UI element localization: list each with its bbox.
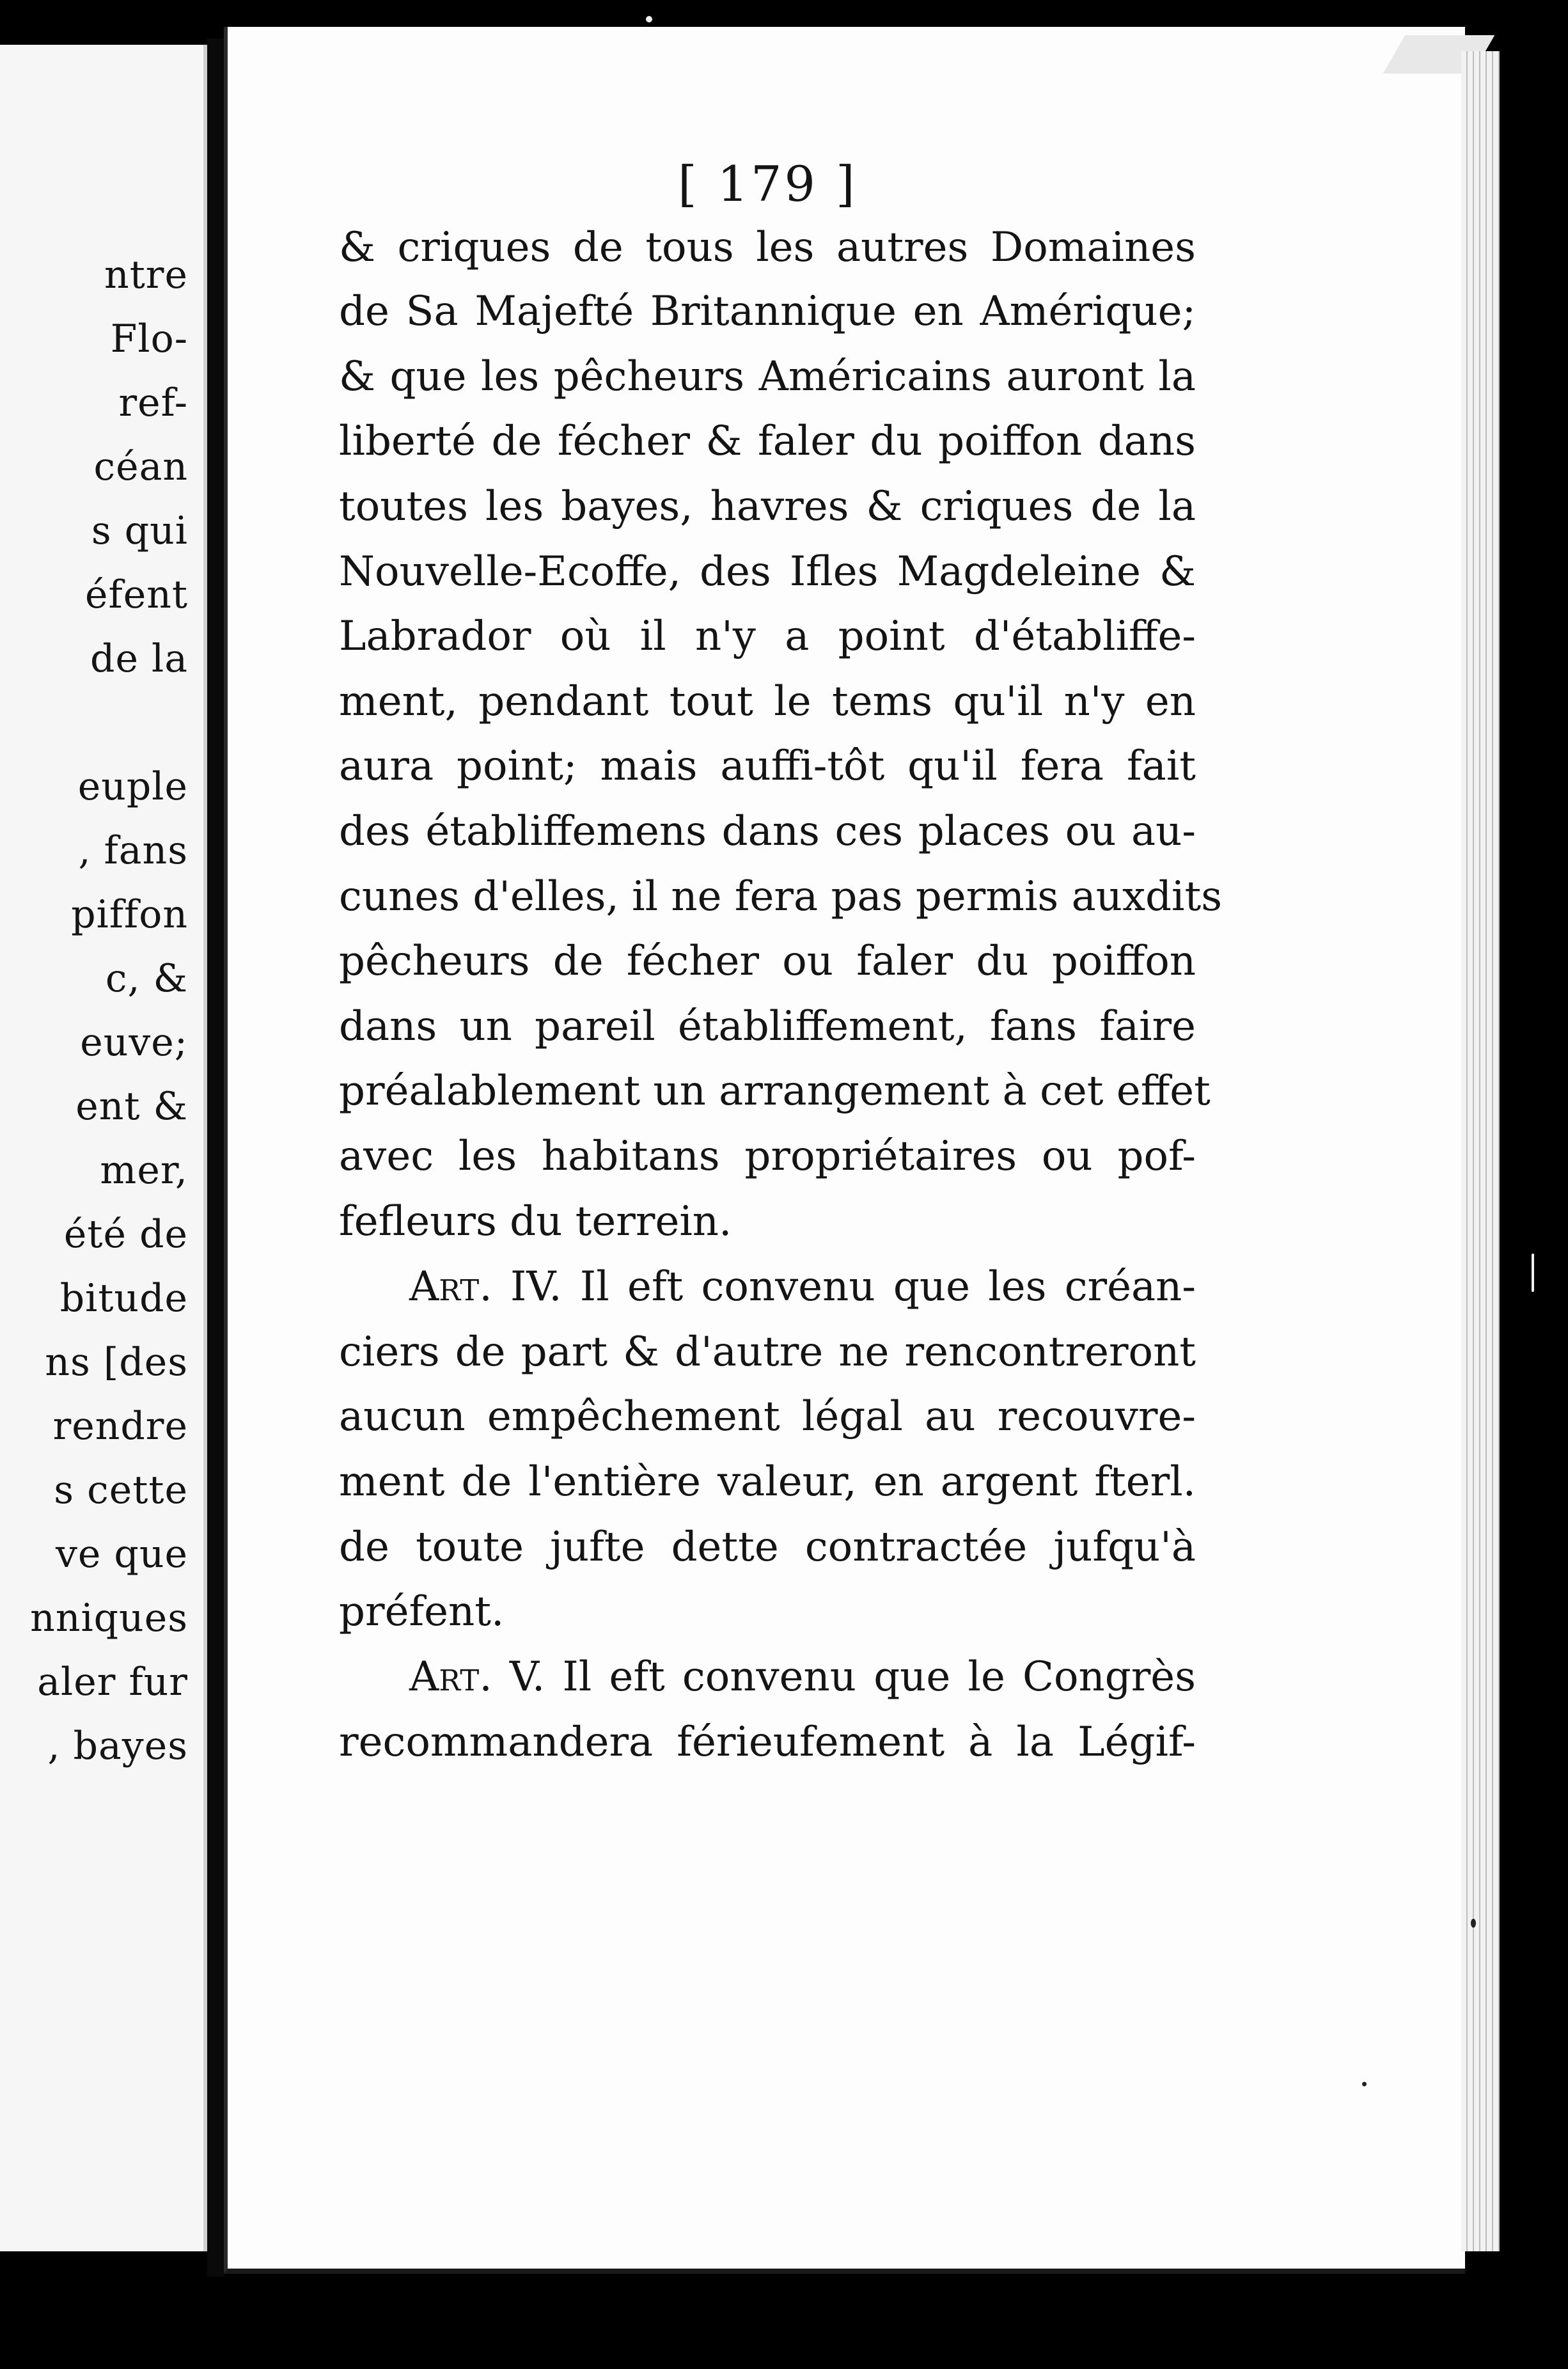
page-edges (1461, 51, 1500, 2251)
left-line: euple (77, 764, 188, 809)
body-line: ment de l'entière valeur, en argent fterl. (339, 1458, 1196, 1506)
body-line: Labrador où il n'y a point d'établiffe- (339, 613, 1196, 660)
article-first-line: Il eft convenu que les créan- (579, 1263, 1196, 1310)
body-line: préfent. (339, 1588, 505, 1635)
left-line: ve que (55, 1532, 188, 1577)
page-number: [ 179 ] (678, 155, 858, 212)
left-line: mer, (100, 1148, 188, 1193)
body-line: cunes d'elles, il ne fera pas permis auxdits (339, 873, 1223, 920)
book-gutter (207, 38, 224, 2277)
left-line: rendre (52, 1404, 188, 1449)
left-line: , fans (78, 828, 188, 873)
scan-speck (1532, 1254, 1534, 1292)
left-line: s cette (54, 1468, 188, 1513)
body-line: ciers de part & d'autre ne rencontreront (339, 1328, 1196, 1376)
article-label: Art. IV. (409, 1263, 562, 1310)
scan-speck (1362, 2082, 1367, 2086)
left-line: ntre (104, 253, 188, 297)
left-line: piffon (71, 892, 188, 937)
left-line: s qui (91, 508, 188, 553)
left-page (0, 45, 207, 2251)
left-line: ref- (118, 381, 188, 425)
body-line: recommandera férieufement à la Légif- (339, 1719, 1196, 1766)
article-first-line: Il eft convenu que le Congrès (562, 1653, 1196, 1701)
left-line: ent & (75, 1084, 188, 1129)
body-line: des établiffemens dans ces places ou au- (339, 808, 1196, 855)
body-line: & que les pêcheurs Américains auront la (339, 353, 1196, 400)
body-line: préalablement un arrangement à cet effet (339, 1067, 1211, 1115)
left-line: nniques (30, 1596, 188, 1641)
left-line: éfent (85, 572, 188, 617)
article-heading-line (409, 1263, 1196, 1310)
left-line: aler fur (37, 1660, 188, 1704)
left-line: c, & (105, 956, 188, 1001)
body-line: dans un pareil établiffement, fans faire (339, 1003, 1196, 1050)
scan-speck (1471, 1919, 1476, 1928)
body-line: Nouvelle-Ecoffe, des Ifles Magdeleine & (339, 548, 1196, 595)
body-line: toutes les bayes, havres & criques de la (339, 483, 1196, 530)
body-line: ment, pendant tout le tems qu'il n'y en (339, 678, 1196, 725)
left-line: de la (90, 636, 188, 681)
body-line: aucun empêchement légal au recouvre- (339, 1393, 1196, 1440)
scan-speck (646, 16, 652, 22)
left-line: , bayes (47, 1724, 188, 1768)
body-line: pêcheurs de fécher ou faler du poiffon (339, 938, 1196, 985)
body-line: avec les habitans propriétaires ou pof- (339, 1133, 1196, 1180)
left-line: céan (93, 445, 188, 489)
left-line: ns [des (45, 1340, 188, 1385)
article-heading-line (409, 1653, 1196, 1701)
article-label: Art. V. (409, 1653, 545, 1701)
body-line: aura point; mais auffi-tôt qu'il fera fait (339, 743, 1196, 790)
body-line: & criques de tous les autres Domaines (339, 224, 1196, 271)
left-line: euve; (80, 1020, 188, 1065)
left-line: bitude (59, 1276, 188, 1321)
body-line: fefleurs du terrein. (339, 1198, 732, 1245)
body-line: de Sa Majefté Britannique en Amérique; (339, 288, 1196, 335)
body-line: de toute jufte dette contractée jufqu'à (339, 1523, 1196, 1571)
left-line: été de (63, 1212, 188, 1257)
body-line: liberté de fécher & faler du poiffon dans (339, 418, 1196, 465)
left-line: Flo- (110, 317, 188, 361)
